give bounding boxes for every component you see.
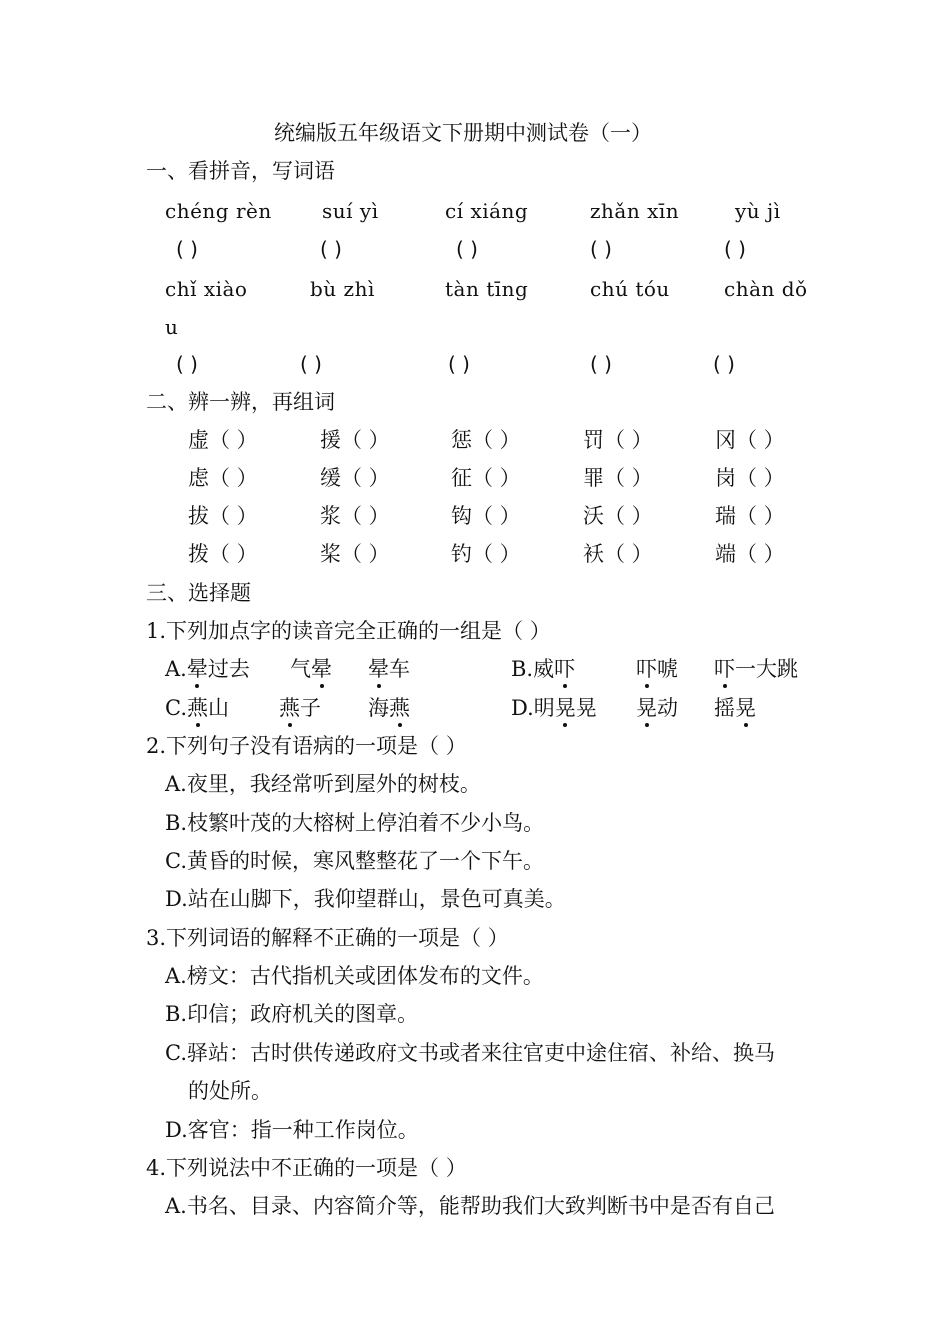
- q4-option-a: A.书名、目录、内容简介等，能帮助我们大致判断书中是否有自己: [165, 1194, 775, 1218]
- q3-option-c-wrap: 的处所。: [188, 1079, 272, 1103]
- q2-option-d: D.站在山脚下，我仰望群山，景色可真美。: [165, 887, 566, 911]
- q2-option-a: A.夜里，我经常听到屋外的树枝。: [165, 772, 481, 796]
- pinyin-7: bù zhì: [310, 277, 375, 301]
- char-item: 拨（ ）: [188, 542, 258, 566]
- dotted-char: 吓: [714, 657, 735, 681]
- char-item: 瑞（ ）: [715, 504, 785, 528]
- q1-option-c-word3: [368, 695, 410, 721]
- word-pre: 摇: [714, 696, 735, 720]
- question-4-stem: 4.下列说法中不正确的一项是（ ）: [146, 1156, 467, 1180]
- pinyin-1: chéng rèn: [165, 199, 272, 223]
- q1-option-d-word3: [714, 695, 756, 721]
- char-item: 沃（ ）: [583, 504, 653, 528]
- char-item: 冈（ ）: [715, 428, 785, 452]
- q3-option-a: A.榜文：古代指机关或团体发布的文件。: [165, 964, 544, 988]
- q1-option-d-word2: [636, 695, 678, 721]
- dotted-char: 燕: [389, 696, 410, 720]
- answer-blank[interactable]: ( ): [713, 352, 735, 376]
- answer-blank[interactable]: ( ): [320, 237, 342, 261]
- option-prefix: C.: [165, 696, 187, 720]
- answer-blank[interactable]: ( ): [590, 237, 612, 261]
- dotted-char: 晃: [636, 696, 657, 720]
- word-rest: 晃: [575, 696, 597, 720]
- char-item: 拔（ ）: [188, 504, 258, 528]
- question-1-stem: 1.下列加点字的读音完全正确的一组是（ ）: [146, 619, 551, 643]
- dotted-char: 晃: [735, 696, 756, 720]
- word-rest: 车: [389, 657, 410, 681]
- q1-option-a-word3: [368, 656, 410, 682]
- question-2-stem: 2.下列句子没有语病的一项是（ ）: [146, 734, 467, 758]
- q1-option-d: [511, 695, 597, 721]
- dotted-char: 燕: [187, 696, 208, 720]
- dotted-char: 吓: [636, 657, 657, 681]
- char-item: 钓（ ）: [451, 542, 521, 566]
- char-item: 桨（ ）: [320, 542, 390, 566]
- question-3-stem: 3.下列词语的解释不正确的一项是（ ）: [146, 926, 509, 950]
- dotted-char: 吓: [554, 657, 576, 681]
- answer-blank[interactable]: ( ): [590, 352, 612, 376]
- answer-blank[interactable]: ( ): [176, 237, 198, 261]
- answer-blank[interactable]: ( ): [300, 352, 322, 376]
- section3-heading: 三、选择题: [146, 581, 251, 605]
- q1-option-b-word3: [714, 656, 798, 682]
- pinyin-2: suí yì: [322, 199, 379, 223]
- char-item: 援（ ）: [320, 428, 390, 452]
- dotted-char: 晕: [311, 657, 332, 681]
- section1-heading: 一、看拼音，写词语: [146, 159, 335, 183]
- q2-option-c: C.黄昏的时候，寒风整整花了一个下午。: [165, 849, 544, 873]
- word-rest: 动: [657, 696, 678, 720]
- dotted-char: 晕: [368, 657, 389, 681]
- answer-blank[interactable]: ( ): [724, 237, 746, 261]
- q1-option-b-word2: [636, 656, 678, 682]
- char-item: 缓（ ）: [320, 466, 390, 490]
- dotted-char: 晕: [186, 657, 208, 681]
- answer-blank[interactable]: ( ): [456, 237, 478, 261]
- q1-option-c-word2: [279, 695, 321, 721]
- pinyin-3: cí xiáng: [445, 199, 529, 223]
- pinyin-6: chǐ xiào: [165, 277, 248, 301]
- word-rest: 子: [300, 696, 321, 720]
- pinyin-9: chú tóu: [590, 277, 670, 301]
- char-item: 端（ ）: [715, 542, 785, 566]
- word-rest: 过去: [207, 657, 250, 681]
- q1-option-a: [165, 656, 250, 682]
- word-rest: 山: [208, 696, 229, 720]
- pinyin-5: yù jì: [735, 199, 781, 223]
- option-prefix: D.明: [511, 696, 555, 720]
- char-item: 罚（ ）: [583, 428, 653, 452]
- q1-option-a-word2: [290, 656, 332, 682]
- char-item: 征（ ）: [451, 466, 521, 490]
- section2-heading: 二、辨一辨，再组词: [146, 390, 335, 414]
- pinyin-10-wrap: u: [165, 315, 179, 339]
- char-item: 惩（ ）: [451, 428, 521, 452]
- q3-option-c: C.驿站：古时供传递政府文书或者来往官吏中途住宿、补给、换马: [165, 1041, 775, 1065]
- char-item: 虚（ ）: [188, 428, 258, 452]
- option-prefix: B.威: [511, 657, 555, 681]
- q1-option-b: [511, 656, 575, 682]
- word-pre: 气: [290, 657, 311, 681]
- word-rest: 一大跳: [735, 657, 798, 681]
- answer-blank[interactable]: ( ): [448, 352, 470, 376]
- q3-option-d: D.客官：指一种工作岗位。: [165, 1118, 419, 1142]
- answer-blank[interactable]: ( ): [176, 352, 198, 376]
- pinyin-10: chàn dǒ: [724, 277, 808, 301]
- dotted-char: 晃: [554, 696, 576, 720]
- char-item: 岗（ ）: [715, 466, 785, 490]
- q2-option-b: B.枝繁叶茂的大榕树上停泊着不少小鸟。: [165, 811, 545, 835]
- pinyin-8: tàn tīng: [445, 277, 529, 301]
- char-item: 钩（ ）: [451, 504, 521, 528]
- q1-option-c: [165, 695, 229, 721]
- option-prefix: A.: [165, 657, 187, 681]
- char-item: 罪（ ）: [583, 466, 653, 490]
- dotted-char: 燕: [279, 696, 300, 720]
- word-pre: 海: [368, 696, 389, 720]
- char-item: 浆（ ）: [320, 504, 390, 528]
- char-item: 袄（ ）: [583, 542, 653, 566]
- pinyin-4: zhǎn xīn: [590, 199, 680, 223]
- word-rest: 唬: [657, 657, 678, 681]
- q3-option-b: B.印信；政府机关的图章。: [165, 1002, 419, 1026]
- char-item: 虑（ ）: [188, 466, 258, 490]
- page-title: 统编版五年级语文下册期中测试卷（一）: [274, 121, 652, 145]
